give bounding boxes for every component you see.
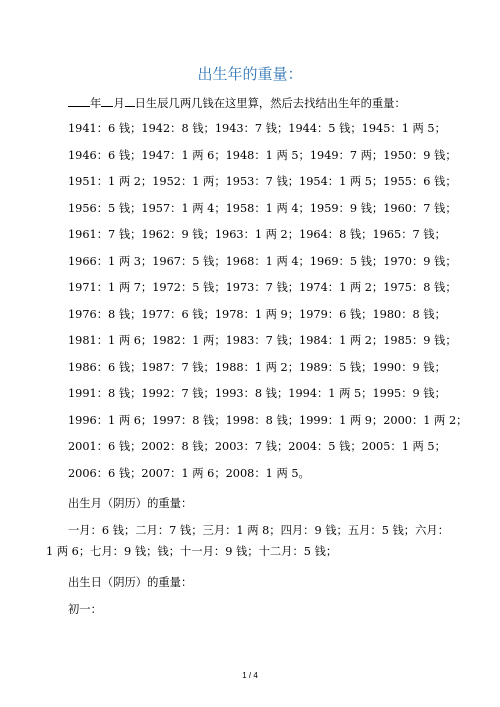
day-first: 初一： — [68, 603, 102, 616]
year-label: 年 — [90, 97, 102, 110]
year-line: 1981：1 两 6；1982：1 两；1983：7 钱；1984：1 两 2；1985：9 钱； — [68, 334, 457, 347]
year-line: 1976：8 钱；1977：6 钱；1978：1 两 9；1979：6 钱；1980：8 钱； — [68, 307, 446, 321]
year-line: 1986：6 钱；1987：7 钱；1988：1 两 2；1989：5 钱；1990：9 钱； — [68, 360, 446, 374]
year-line: 1991：8 钱；1992：7 钱；1993：8 钱；1994：1 两 5；1995：9 钱； — [68, 387, 446, 400]
year-line: 2001：6 钱；2002：8 钱；2003：7 钱；2004：5 钱；2005：1 两 5； — [68, 440, 446, 453]
month-label: 月 — [113, 97, 125, 110]
month-blank — [101, 95, 113, 107]
intro-line — [68, 95, 470, 111]
year-line: 1971：1 两 7；1972：5 钱；1973：7 钱；1974：1 两 2；1975：8 钱； — [68, 281, 457, 294]
day-heading: 出生日（阴历）的重量： — [68, 576, 193, 589]
year-blank — [68, 95, 90, 107]
year-line: 1966：1 两 3；1967：5 钱；1968：1 两 4；1969：5 钱；1970：9 钱； — [68, 254, 457, 268]
year-line: 1951：1 两 2；1952：1 两；1953：7 钱；1954：1 两 5；1955：6 钱； — [68, 175, 457, 188]
day-blank — [125, 95, 135, 107]
year-line: 1996：1 两 6；1997：8 钱；1998：8 钱；1999：1 两 9；2000：1 两 2； — [68, 413, 468, 427]
year-line: 1956：5 钱；1957：1 两 4；1958：1 两 4；1959：9 钱；1960：7 钱； — [68, 201, 457, 215]
year-line: 2006：6 钱；2007：1 两 6；2008：1 两 5。 — [68, 466, 310, 480]
month-line: 一月：6 钱；二月：7 钱；三月：1 两 8；四月：9 钱；五月：5 钱；六月： — [68, 524, 449, 537]
year-line: 1961：7 钱；1962：9 钱；1963：1 两 2；1964：8 钱；1965：7 钱； — [68, 228, 446, 241]
month-line-continued: 1 两 6；七月：9 钱；钱；十一月：9 钱；十二月：5 钱； — [46, 545, 338, 558]
page-title: 出生年的重量： — [197, 65, 303, 83]
page-number: 1 / 4 — [242, 671, 258, 680]
year-line: 1946：6 钱；1947：1 两 6；1948：1 两 5；1949：7 两；1950：9 钱； — [68, 148, 457, 162]
intro-rest: 日生辰几两几钱在这里算，然后去找结出生年的重量： — [134, 97, 406, 110]
year-line: 1941：6 钱；1942：8 钱；1943：7 钱；1944：5 钱；1945：1 两 5； — [68, 122, 446, 135]
month-heading: 出生月（阴历）的重量： — [68, 497, 193, 510]
